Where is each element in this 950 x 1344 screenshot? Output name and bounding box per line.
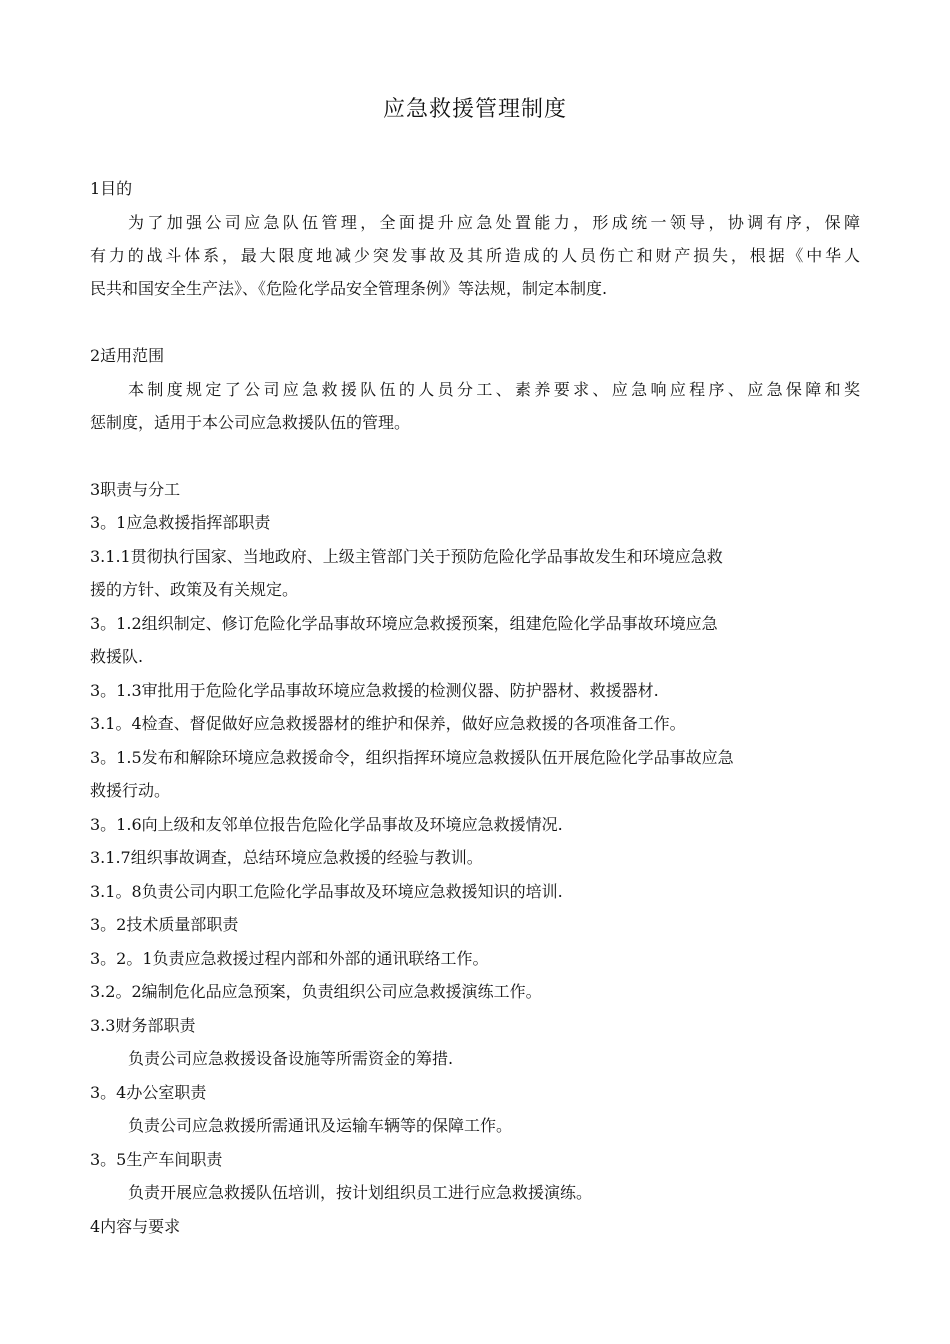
subsection-heading: 3。1应急救援指挥部职责 <box>90 513 271 532</box>
paragraph-line: 救援行动。 <box>90 781 171 800</box>
document-title: 应急救援管理制度 <box>382 97 567 122</box>
paragraph-line: 3.1。4检查、督促做好应急救援器材的维护和保养，做好应急救援的各项准备工作。 <box>90 714 686 733</box>
paragraph-line: 本制度规定了公司应急救援队伍的人员分工、素养要求、应急响应程序、应急保障和奖 <box>128 380 860 399</box>
section-heading: 4内容与要求 <box>90 1217 181 1236</box>
section-heading: 2适用范围 <box>90 346 165 365</box>
paragraph-line: 有力的战斗体系，最大限度地减少突发事故及其所造成的人员伤亡和财产损失，根据《中华人 <box>90 246 860 265</box>
paragraph-line: 3。1.2组织制定、修订危险化学品事故环境应急救援预案，组建危险化学品事故环境应急 <box>90 614 718 633</box>
paragraph-line: 负责开展应急救援队伍培训，按计划组织员工进行应急救援演练。 <box>128 1183 593 1202</box>
section-heading: 3职责与分工 <box>90 480 181 499</box>
paragraph-line: 3.2。2编制危化品应急预案，负责组织公司应急救援演练工作。 <box>90 982 542 1001</box>
paragraph-line: 负责公司应急救援设备设施等所需资金的筹措. <box>128 1049 454 1068</box>
paragraph-line: 3。1.6向上级和友邻单位报告危险化学品事故及环境应急救援情况. <box>90 815 563 834</box>
paragraph-line: 民共和国安全生产法》、《危险化学品安全管理条例》等法规，制定本制度. <box>90 279 608 298</box>
paragraph-line: 救援队. <box>90 647 144 666</box>
subsection-heading: 3。2技术质量部职责 <box>90 915 239 934</box>
paragraph-line: 3.1。8负责公司内职工危险化学品事故及环境应急救援知识的培训. <box>90 882 563 901</box>
paragraph-line: 3。1.3审批用于危险化学品事故环境应急救援的检测仪器、防护器材、救援器材. <box>90 681 659 700</box>
paragraph-line: 惩制度，适用于本公司应急救援队伍的管理。 <box>90 413 411 432</box>
paragraph-line: 为了加强公司应急队伍管理，全面提升应急处置能力，形成统一领导，协调有序，保障 <box>128 213 860 232</box>
subsection-heading: 3。4办公室职责 <box>90 1083 207 1102</box>
paragraph-line: 3.1.7组织事故调查，总结环境应急救援的经验与教训。 <box>90 848 483 867</box>
paragraph-line: 援的方针、政策及有关规定。 <box>90 580 299 599</box>
paragraph-line: 3。2。1负责应急救援过程内部和外部的通讯联络工作。 <box>90 949 489 968</box>
paragraph-line: 3。1.5发布和解除环境应急救援命令，组织指挥环境应急救援队伍开展危险化学品事故应急 <box>90 748 734 767</box>
subsection-heading: 3.3财务部职责 <box>90 1016 196 1035</box>
paragraph-line: 负责公司应急救援所需通讯及运输车辆等的保障工作。 <box>128 1116 513 1135</box>
section-heading: 1目的 <box>90 179 133 198</box>
paragraph-line: 3.1.1贯彻执行国家、当地政府、上级主管部门关于预防危险化学品事故发生和环境应急救 <box>90 547 723 566</box>
subsection-heading: 3。5生产车间职责 <box>90 1150 223 1169</box>
